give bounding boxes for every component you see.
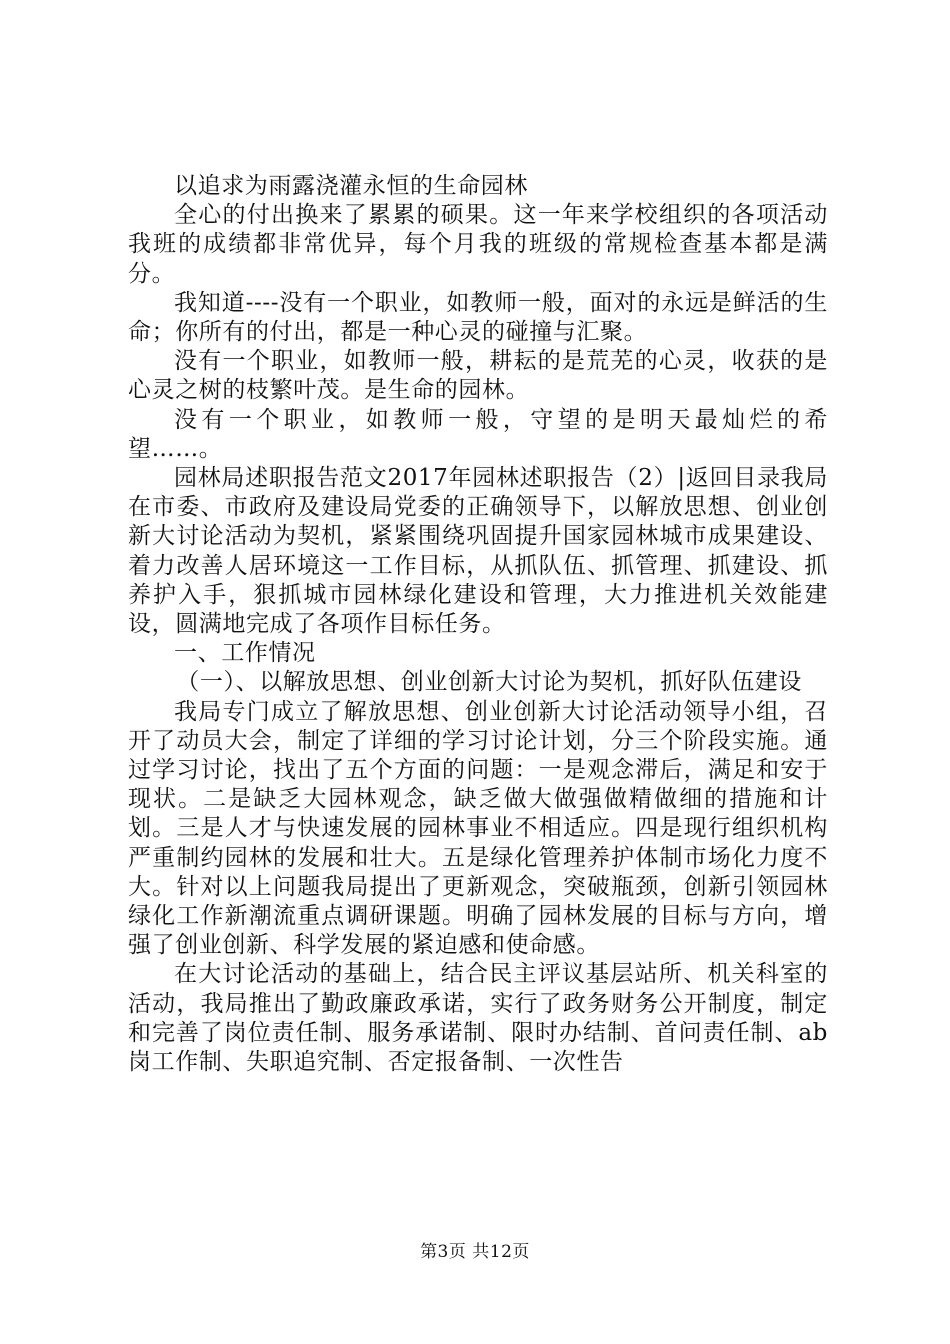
paragraph-hope: 没有一个职业，如教师一般，守望的是明天最灿烂的希望……。 xyxy=(128,406,828,462)
subsection-heading-team-building: （一）、以解放思想、创业创新大讨论为契机，抓好队伍建设 xyxy=(176,669,802,696)
paragraph-i-know: 我知道----没有一个职业，如教师一般，面对的永远是鲜活的生命；你所有的付出，都是一种心灵的碰撞与汇聚。 xyxy=(128,289,828,346)
paragraph-results: 全心的付出换来了累累的硕果。这一年来学校组织的各项活动我班的成绩都非常优异，每个月我的班级的常规检查基本都是满分。 xyxy=(128,202,828,287)
document-body xyxy=(128,172,828,1077)
section-heading-work-status: 一、工作情况 xyxy=(174,640,316,667)
paragraph-report-intro: 园林局述职报告范文2017年园林述职报告（2）|返回目录我局在市委、市政府及建设局党委的正确领导下，以解放思想、创业创新大讨论活动为契机，紧紧围绕巩固提升国家园林城市成果建设、着力改善人居环境这一工作目标，从抓队伍、抓管理、抓建设、抓养护入手，狠抓城市园林绿化建设和管理，大力推进机关效能建设，圆满地完成了各项作目标任务。 xyxy=(128,465,828,638)
paragraph-cultivate: 没有一个职业，如教师一般，耕耘的是荒芜的心灵，收获的是心灵之树的枝繁叶茂。是生命的园林。 xyxy=(128,348,828,404)
paragraph-discussion-activity: 我局专门成立了解放思想、创业创新大讨论活动领导小组，召开了动员大会，制定了详细的学习讨论计划，分三个阶段实施。通过学习讨论，找出了五个方面的问题：一是观念滞后，满足和安于现状。二是缺乏大园林观念，缺乏做大做强做精做细的措施和计划。三是人才与快速发展的园林事业不相适应。四是现行组织机构严重制约园林的发展和壮大。五是绿化管理养护体制市场化力度不大。针对以上问题我局提出了更新观念，突破瓶颈，创新引领园林绿化工作新潮流重点调研课题。明确了园林发展的目标与方向，增强了创业创新、科学发展的紧迫感和使命感。 xyxy=(128,698,828,959)
paragraph-title-line: 以追求为雨露浇灌永恒的生命园林 xyxy=(174,173,528,199)
page-number-footer: 第3页 共12页 xyxy=(420,1242,530,1262)
paragraph-commitments: 在大讨论活动的基础上，结合民主评议基层站所、机关科室的活动，我局推出了勤政廉政承诺，实行了政务财务公开制度，制定和完善了岗位责任制、服务承诺制、限时办结制、首问责任制、ab岗工作制、失职追究制、否定报备制、一次性告 xyxy=(128,961,828,1076)
